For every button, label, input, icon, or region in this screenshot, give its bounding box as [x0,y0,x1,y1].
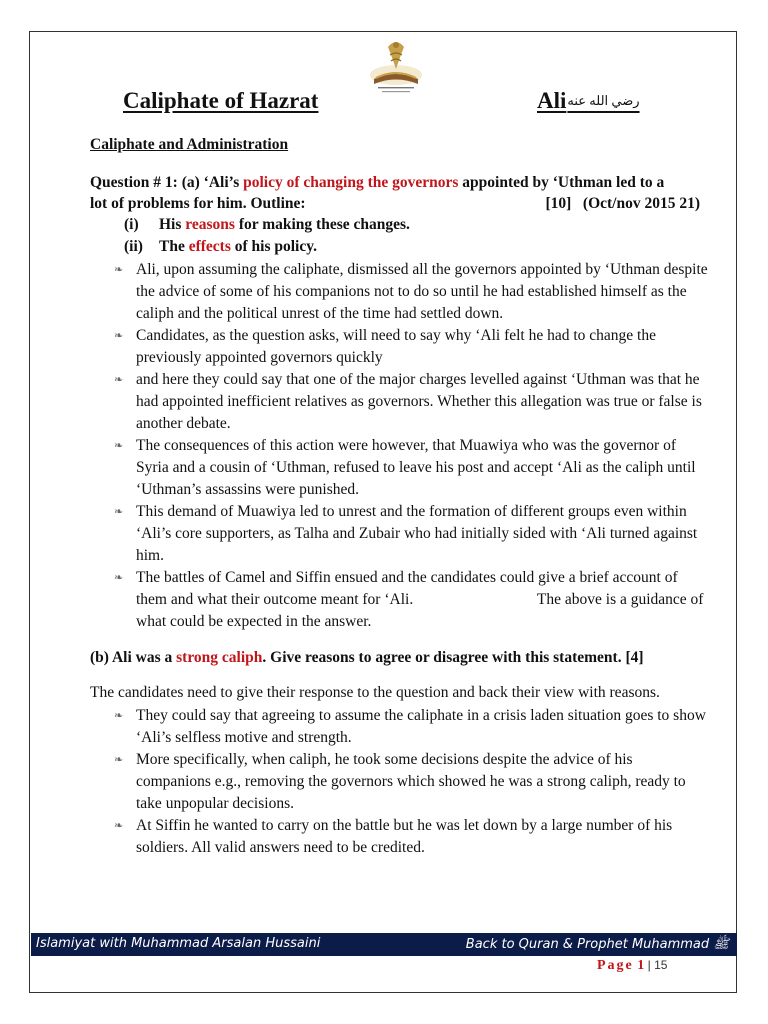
honorific-text: رضي الله عنه [567,93,640,108]
page-title: Caliphate of Hazrat [123,88,319,113]
sublist-item [124,214,410,236]
sublist-highlight: effects [188,238,231,255]
bullet-icon: ❧ [114,710,124,722]
list-item [110,567,710,633]
list-item [110,501,710,567]
question-sublist [124,214,410,258]
bullet-icon: ❧ [114,374,124,386]
page-label: Page [597,958,634,973]
list-item [110,749,710,815]
list-item-text: At Siffin he wanted to carry on the battle but he was let down by a large number of his soldiers. All valid answers need to be credited. [136,817,673,856]
sublist-text: His [159,216,186,233]
bullet-icon: ❧ [114,264,124,276]
list-item-text: This demand of Muawiya led to unrest and the formation of different groups even within ‘Ali’s core supporters, as Talha and Zubair who had initially sided with ‘Ali turned against him. [136,503,698,564]
list-item-text: More specifically, when caliph, he took some decisions despite the advice of his companions e.g., removing the governors which showed he was a strong caliph, ready to take unpopular decisions. [136,751,686,812]
marks-reference: [10] (Oct/nov 2015 21) [545,195,700,212]
bullet-icon: ❧ [114,330,124,342]
sublist-highlight: reasons [185,216,235,233]
list-item [110,369,710,435]
question-text-cont: appointed by ‘Uthman led to a [458,174,665,191]
sublist-num: (ii) [124,238,143,255]
bullet-icon: ❧ [114,506,124,518]
list-item-text: They could say that agreeing to assume the caliphate in a crisis laden situation goes to show ‘Ali’s selfless motive and strength. [136,707,706,746]
list-item [110,435,710,501]
answer-intro: The candidates need to give their response to the question and back their view with reasons. [90,684,660,701]
page-number [597,958,667,974]
bullet-icon: ❧ [114,820,124,832]
question-highlight: policy of changing the governors [243,174,459,191]
question-1a-line1 [90,172,710,193]
list-item [110,705,710,749]
question-b-highlight: strong caliph [176,649,263,666]
sublist-text: The [159,238,189,255]
title-name [537,88,640,114]
bullet-icon: ❧ [114,572,124,584]
list-item [110,815,710,859]
list-item-text: Ali, upon assuming the caliphate, dismissed all the governors appointed by ‘Uthman despite the advice of some of his companions not to do so until he had established himself as the caliph and the political unrest of the time had settled down. [136,261,708,322]
bullet-icon: ❧ [114,440,124,452]
sublist-item [124,236,410,258]
footer-bar [31,933,737,956]
page-current: 1 [637,958,645,973]
page-total: 15 [654,958,668,972]
bullet-icon: ❧ [114,754,124,766]
list-item-text: The battles of Camel and Siffin ensued and the candidates could give a brief account of them and what their outcome meant for ‘Ali. The above is a guidance of what could be expected in the answer. [136,569,708,630]
question-text: Question # 1: (a) ‘Ali’s [90,174,244,191]
answer-list-b [110,705,710,859]
book-quran-logo-icon [366,35,426,97]
sublist-text: for making these changes. [234,216,410,233]
question-1a [90,172,710,214]
sublist-text: of his policy. [230,238,318,255]
page-separator: | [644,958,655,972]
question-1b [90,649,644,667]
footer-right-text: Back to Quran & Prophet Muhammad ﷺ [465,937,729,952]
question-b-text-cont: . Give reasons to agree or disagree with this statement. [4] [262,649,644,666]
list-item-text: and here they could say that one of the major charges levelled against ‘Uthman was that he had appointed inefficient relatives as governors. Whether this allegation was true or false is another debate. [136,371,702,432]
section-heading: Caliphate and Administration [90,136,289,153]
list-item [110,325,710,369]
list-item-text: The consequences of this action were however, that Muawiya who was the governor of Syria and a cousin of ‘Uthman, refused to leave his post and accept ‘Ali as the caliph until ‘Uthman’s assassins were punished. [136,437,696,498]
question-1a-line2 [90,193,700,214]
question-b-text: (b) Ali was a [90,649,177,666]
footer-left-text: Islamiyat with Muhammad Arsalan Hussaini [36,936,321,951]
question-text-line2: lot of problems for him. Outline: [90,195,306,212]
sublist-num: (i) [124,216,139,233]
title-name-text: Ali [537,88,567,113]
answer-list-a [110,259,710,633]
list-item [110,259,710,325]
list-item-text: Candidates, as the question asks, will need to say why ‘Ali felt he had to change the previously appointed governors quickly [136,327,656,366]
